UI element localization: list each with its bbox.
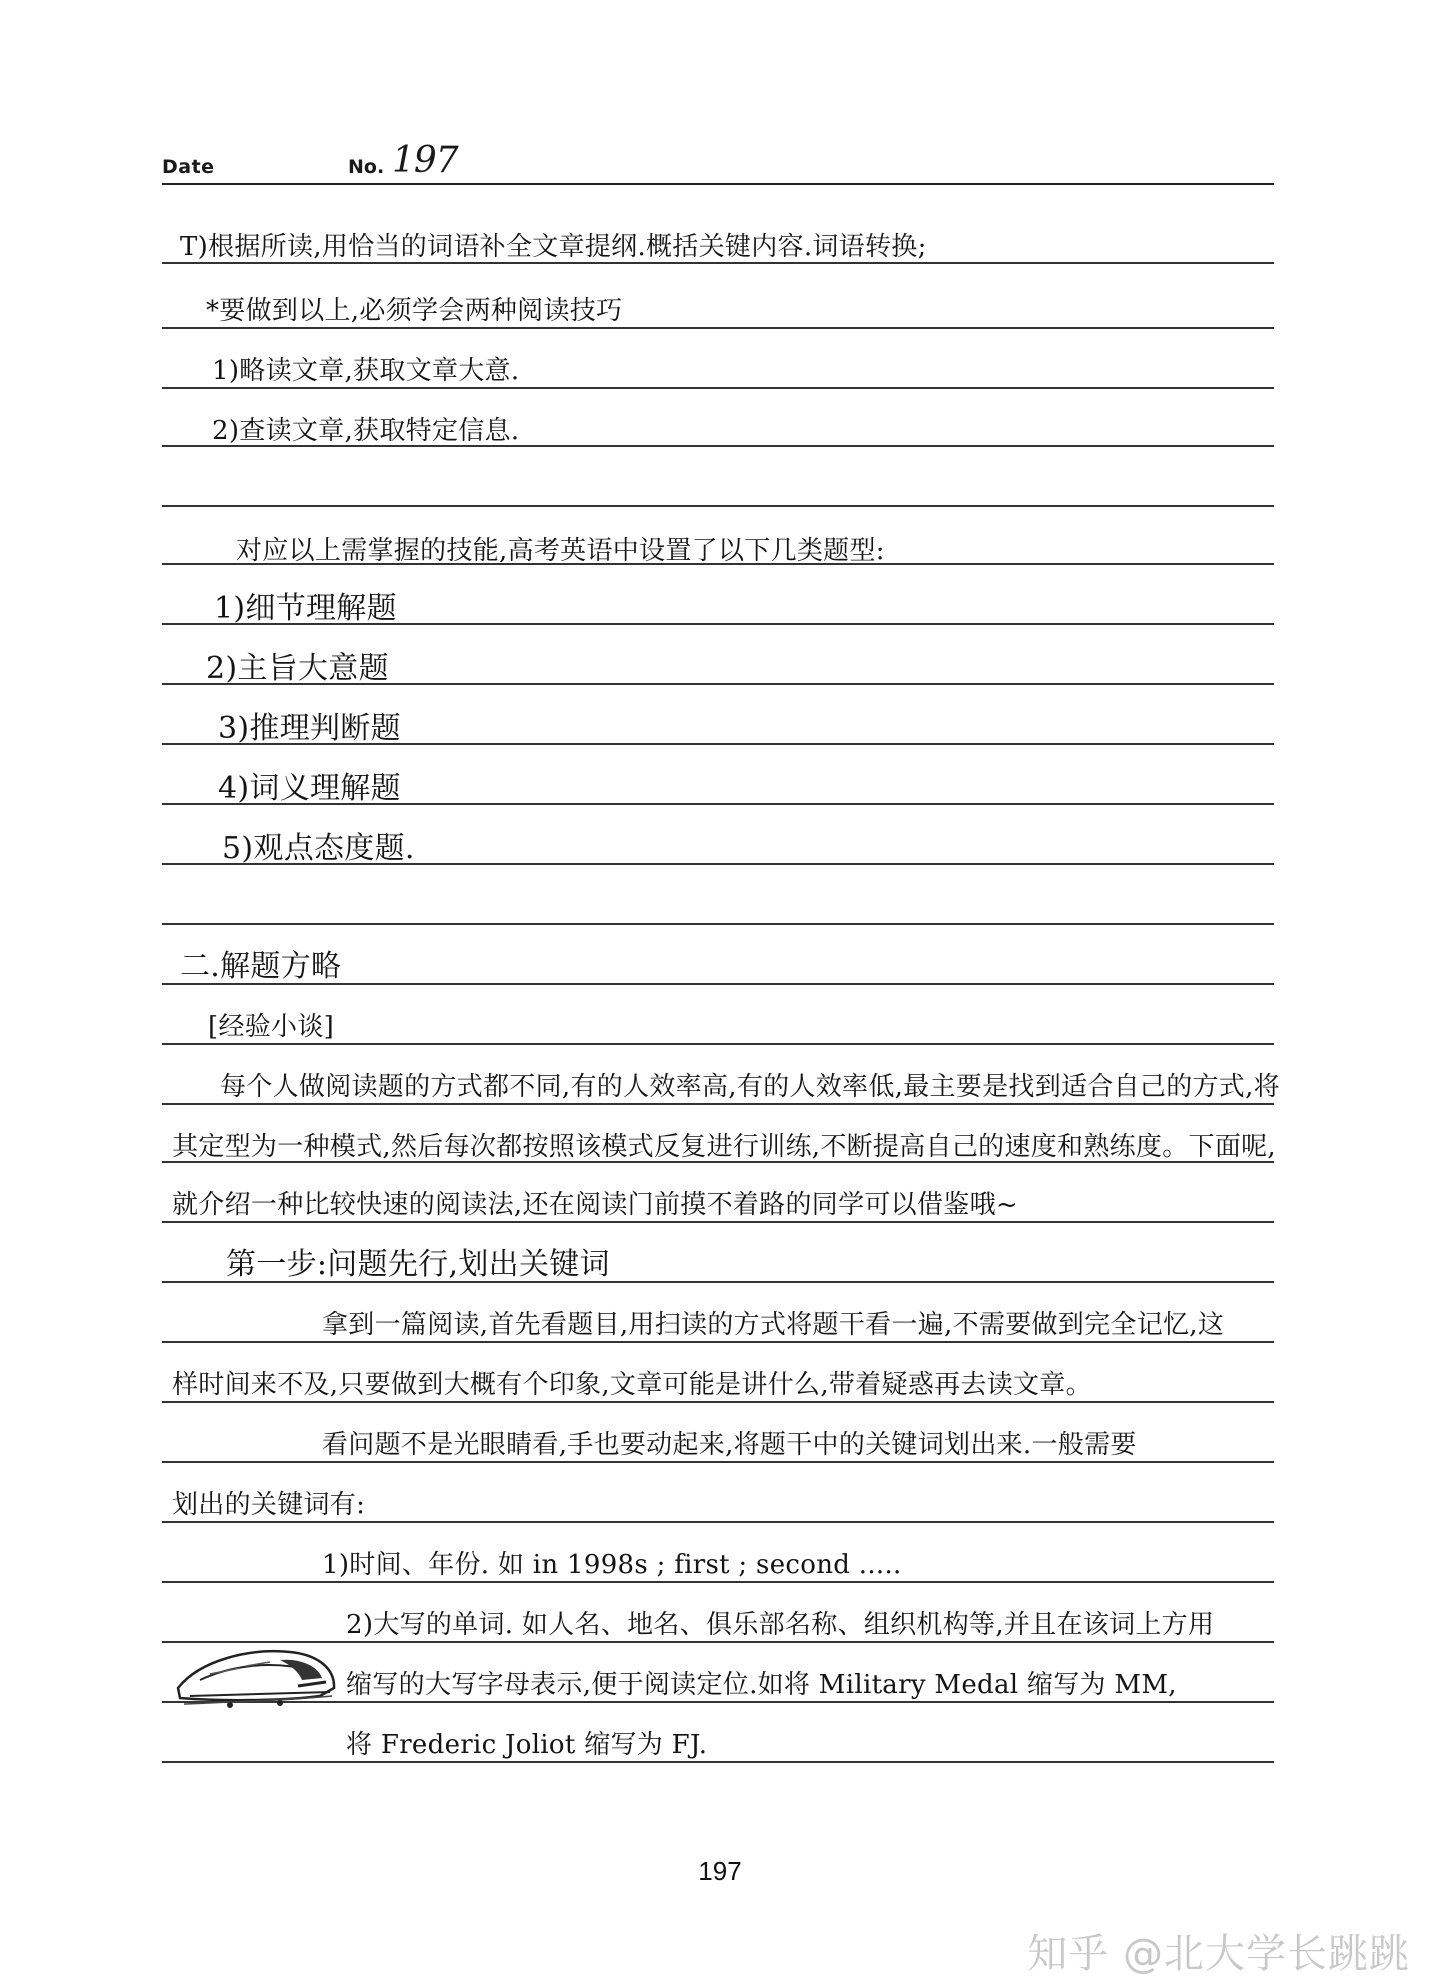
- note-line: 每个人做阅读题的方式都不同,有的人效率高,有的人效率低,最主要是找到适合自己的方式,将: [220, 1072, 1280, 1102]
- question-type-item: 5)观点态度题.: [222, 831, 415, 866]
- ruled-line: [162, 1461, 1274, 1463]
- ruled-line: [162, 505, 1274, 507]
- note-line: 1)时间、年份. 如 in 1998s ; first ; second .....: [322, 1550, 902, 1580]
- ruled-line: [162, 327, 1274, 329]
- note-line: 缩写的大写字母表示,便于阅读定位.如将 Military Medal 缩写为 MM,: [346, 1670, 1177, 1700]
- note-line: T)根据所读,用恰当的词语补全文章提纲.概括关键内容.词语转换;: [180, 232, 927, 262]
- note-line: 划出的关键词有:: [172, 1490, 366, 1520]
- ruled-line: [162, 387, 1274, 389]
- note-line: 其定型为一种模式,然后每次都按照该模式反复进行训练,不断提高自己的速度和熟练度。下面呢,: [172, 1132, 1276, 1162]
- page-number-handwritten: 197: [392, 140, 458, 181]
- date-label: Date: [162, 156, 215, 178]
- question-type-item: 2)主旨大意题: [206, 651, 389, 686]
- ruled-line: [162, 1341, 1274, 1343]
- note-line: 1)略读文章,获取文章大意.: [212, 356, 520, 386]
- subheading: [经验小谈]: [208, 1012, 335, 1042]
- note-line: 2)大写的单词. 如人名、地名、俱乐部名称、组织机构等,并且在该词上方用: [346, 1610, 1215, 1640]
- ruled-line: [162, 923, 1274, 925]
- ruled-line: [162, 1761, 1274, 1763]
- page-number: 197: [698, 1856, 742, 1886]
- note-line: 对应以上需掌握的技能,高考英语中设置了以下几类题型:: [236, 536, 885, 566]
- ruled-line: [162, 1221, 1274, 1223]
- note-line: *要做到以上,必须学会两种阅读技巧: [206, 296, 623, 326]
- ruled-line: [162, 1521, 1274, 1523]
- note-line: 拿到一篇阅读,首先看题目,用扫读的方式将题干看一遍,不需要做到完全记忆,这: [322, 1310, 1225, 1340]
- section-heading: 二.解题方略: [180, 949, 342, 984]
- note-line: 看问题不是光眼睛看,手也要动起来,将题干中的关键词划出来.一般需要: [322, 1430, 1137, 1460]
- ruled-line: [162, 262, 1274, 264]
- step-heading: 第一步:问题先行,划出关键词: [226, 1247, 610, 1282]
- ruled-line: [162, 1401, 1274, 1403]
- number-label: No.: [348, 156, 385, 178]
- header-rule: [162, 183, 1274, 185]
- question-type-item: 4)词义理解题: [218, 771, 401, 806]
- ruled-line: [162, 1581, 1274, 1583]
- note-line: 2)查读文章,获取特定信息.: [212, 416, 520, 446]
- question-type-item: 1)细节理解题: [214, 591, 397, 626]
- note-line: 将 Frederic Joliot 缩写为 FJ.: [346, 1730, 708, 1760]
- note-line: 就介绍一种比较快速的阅读法,还在阅读门前摸不着路的同学可以借鉴哦~: [172, 1190, 1018, 1220]
- ruled-line: [162, 1103, 1274, 1105]
- watermark: 知乎 @北大学长跳跳: [1027, 1931, 1410, 1977]
- note-line: 样时间来不及,只要做到大概有个印象,文章可能是讲什么,带着疑惑再去读文章。: [172, 1370, 1092, 1400]
- train-icon: [170, 1630, 340, 1725]
- ruled-line: [162, 1043, 1274, 1045]
- question-type-item: 3)推理判断题: [218, 711, 401, 746]
